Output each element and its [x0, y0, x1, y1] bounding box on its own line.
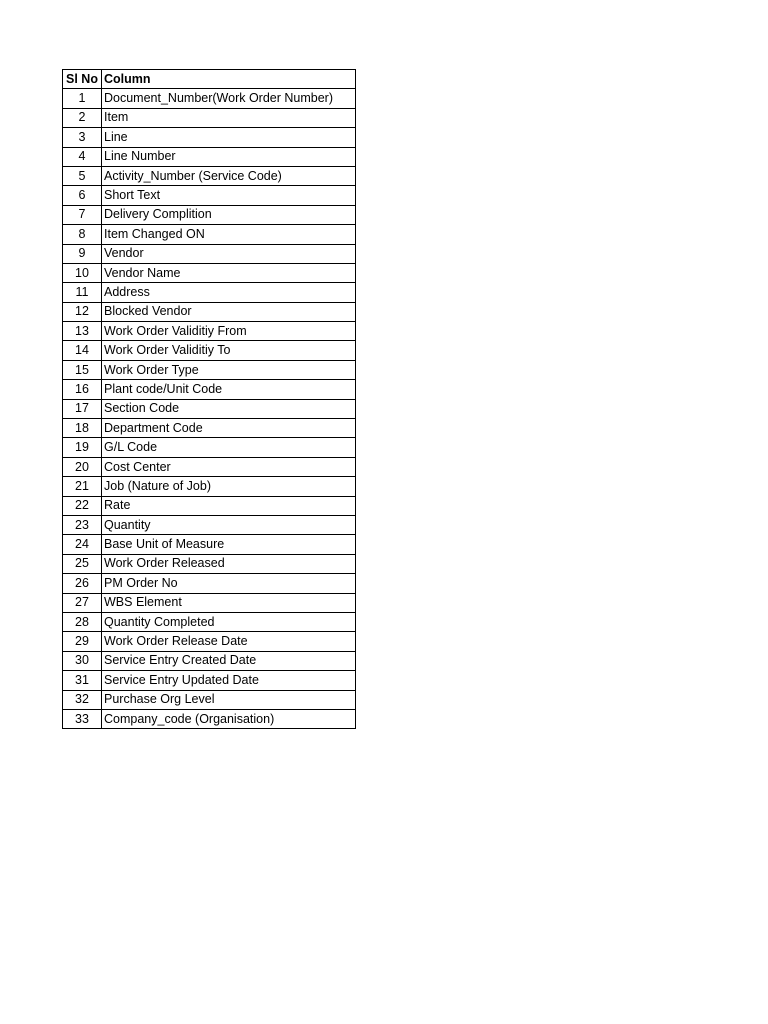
sl-no-cell: 3: [63, 128, 102, 147]
column-name-cell: Delivery Complition: [102, 205, 356, 224]
column-name-cell: Base Unit of Measure: [102, 535, 356, 554]
column-name-cell: Cost Center: [102, 457, 356, 476]
column-name-cell: Work Order Released: [102, 554, 356, 573]
column-name-cell: Item Changed ON: [102, 225, 356, 244]
table-row: [63, 612, 356, 631]
column-name-cell: Quantity: [102, 515, 356, 534]
sl-no-cell: 11: [63, 283, 102, 302]
column-name-cell: Purchase Org Level: [102, 690, 356, 709]
header-column: Column: [102, 70, 356, 89]
sl-no-cell: 4: [63, 147, 102, 166]
table-row: [63, 186, 356, 205]
sl-no-cell: 6: [63, 186, 102, 205]
sl-no-cell: 15: [63, 360, 102, 379]
sl-no-cell: 18: [63, 419, 102, 438]
column-name-cell: Plant code/Unit Code: [102, 380, 356, 399]
column-name-cell: Work Order Validitiy To: [102, 341, 356, 360]
table-row: [63, 554, 356, 573]
sl-no-cell: 29: [63, 632, 102, 651]
sl-no-cell: 17: [63, 399, 102, 418]
table-row: [63, 322, 356, 341]
sl-no-cell: 1: [63, 89, 102, 108]
sl-no-cell: 23: [63, 515, 102, 534]
column-name-cell: Vendor: [102, 244, 356, 263]
table-row: [63, 690, 356, 709]
table-row: [63, 244, 356, 263]
column-name-cell: Work Order Release Date: [102, 632, 356, 651]
column-name-cell: Blocked Vendor: [102, 302, 356, 321]
column-name-cell: G/L Code: [102, 438, 356, 457]
sl-no-cell: 24: [63, 535, 102, 554]
table-row: [63, 632, 356, 651]
table-row: [63, 671, 356, 690]
table-row: [63, 283, 356, 302]
column-name-cell: Document_Number(Work Order Number): [102, 89, 356, 108]
table-row: [63, 457, 356, 476]
sl-no-cell: 30: [63, 651, 102, 670]
column-name-cell: Service Entry Created Date: [102, 651, 356, 670]
column-name-cell: Work Order Type: [102, 360, 356, 379]
table-row: [63, 166, 356, 185]
table-row: [63, 496, 356, 515]
column-list-table: [62, 69, 356, 729]
sl-no-cell: 5: [63, 166, 102, 185]
sl-no-cell: 28: [63, 612, 102, 631]
sl-no-cell: 27: [63, 593, 102, 612]
table-row: [63, 205, 356, 224]
sl-no-cell: 26: [63, 574, 102, 593]
column-name-cell: Item: [102, 108, 356, 127]
column-name-cell: Job (Nature of Job): [102, 477, 356, 496]
sl-no-cell: 32: [63, 690, 102, 709]
header-sl-no: Sl No: [63, 70, 102, 89]
sl-no-cell: 16: [63, 380, 102, 399]
table-row: [63, 302, 356, 321]
table-row: [63, 399, 356, 418]
column-name-cell: WBS Element: [102, 593, 356, 612]
table-row: [63, 263, 356, 282]
column-name-cell: Vendor Name: [102, 263, 356, 282]
column-name-cell: PM Order No: [102, 574, 356, 593]
table-row: [63, 419, 356, 438]
table-row: [63, 438, 356, 457]
table-row: [63, 341, 356, 360]
column-name-cell: Activity_Number (Service Code): [102, 166, 356, 185]
table-row: [63, 89, 356, 108]
sl-no-cell: 19: [63, 438, 102, 457]
table-row: [63, 574, 356, 593]
sl-no-cell: 9: [63, 244, 102, 263]
table-row: [63, 709, 356, 728]
column-name-cell: Quantity Completed: [102, 612, 356, 631]
column-name-cell: Section Code: [102, 399, 356, 418]
table-row: [63, 535, 356, 554]
column-name-cell: Company_code (Organisation): [102, 709, 356, 728]
table-row: [63, 593, 356, 612]
sl-no-cell: 22: [63, 496, 102, 515]
table-row: [63, 128, 356, 147]
table-row: [63, 651, 356, 670]
sl-no-cell: 7: [63, 205, 102, 224]
table-row: [63, 360, 356, 379]
sl-no-cell: 8: [63, 225, 102, 244]
sl-no-cell: 12: [63, 302, 102, 321]
sl-no-cell: 33: [63, 709, 102, 728]
sl-no-cell: 25: [63, 554, 102, 573]
table-row: [63, 380, 356, 399]
column-name-cell: Address: [102, 283, 356, 302]
table-row: [63, 477, 356, 496]
sl-no-cell: 2: [63, 108, 102, 127]
sl-no-cell: 13: [63, 322, 102, 341]
sl-no-cell: 20: [63, 457, 102, 476]
table-body: [63, 89, 356, 729]
column-name-cell: Rate: [102, 496, 356, 515]
table-row: [63, 515, 356, 534]
table-row: [63, 147, 356, 166]
column-name-cell: Service Entry Updated Date: [102, 671, 356, 690]
table-row: [63, 225, 356, 244]
header-row: [63, 70, 356, 89]
table-row: [63, 108, 356, 127]
sl-no-cell: 21: [63, 477, 102, 496]
column-name-cell: Line Number: [102, 147, 356, 166]
sl-no-cell: 14: [63, 341, 102, 360]
column-name-cell: Work Order Validitiy From: [102, 322, 356, 341]
column-name-cell: Short Text: [102, 186, 356, 205]
column-name-cell: Line: [102, 128, 356, 147]
column-name-cell: Department Code: [102, 419, 356, 438]
sl-no-cell: 31: [63, 671, 102, 690]
sl-no-cell: 10: [63, 263, 102, 282]
